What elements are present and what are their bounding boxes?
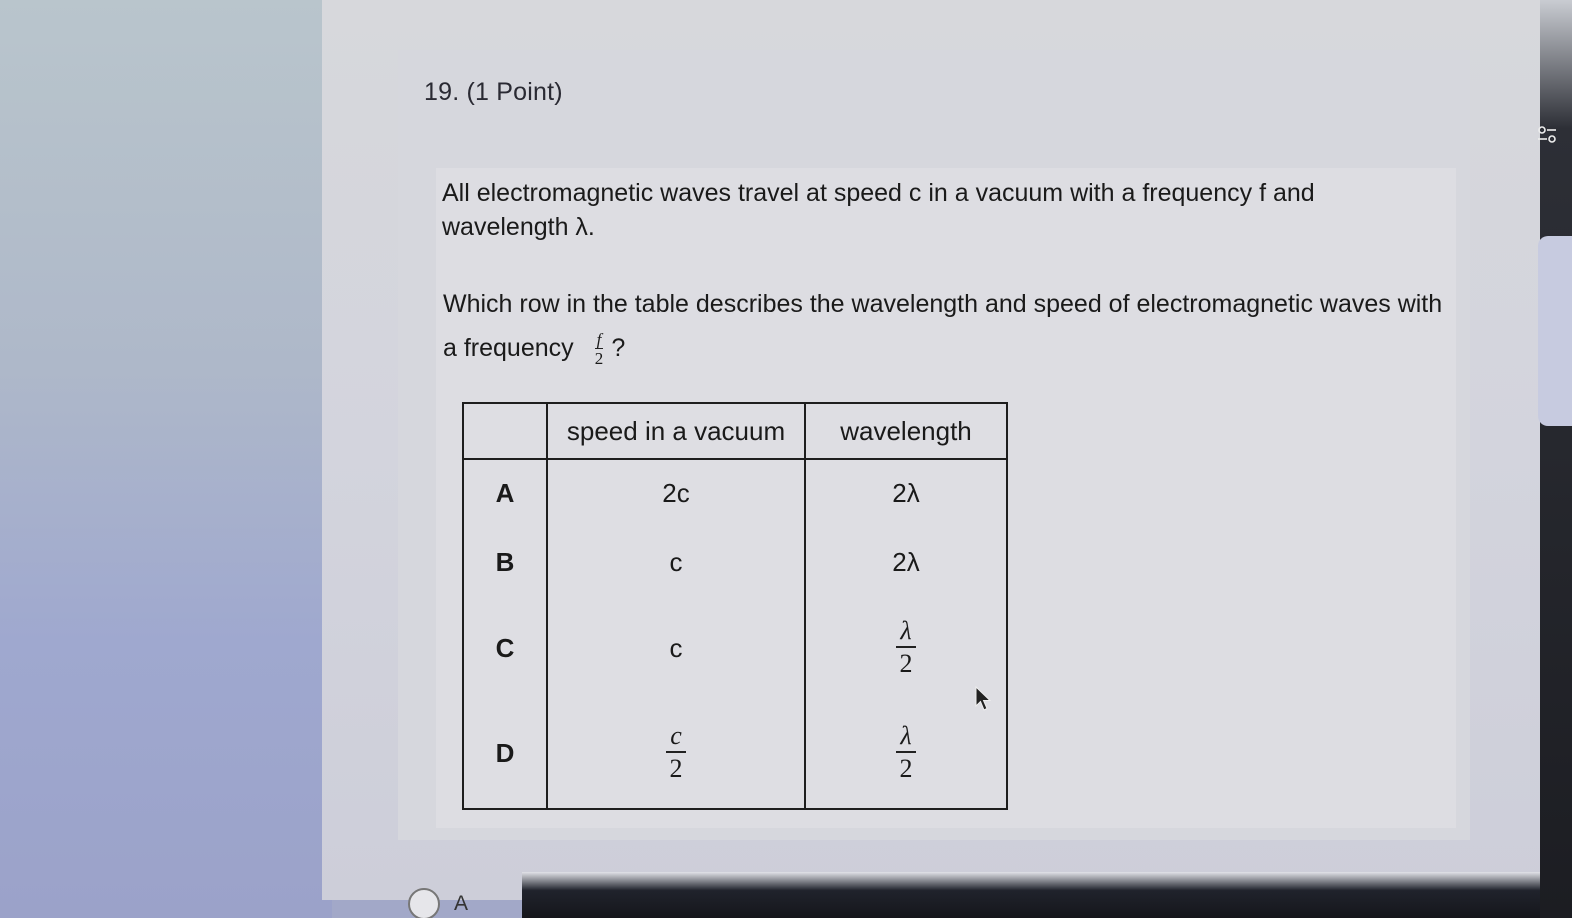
question-paragraph-2-text: Which row in the table describes the wavelength and speed of electromagnetic waves with a frequency [443,290,1443,362]
table-row [463,698,1007,809]
question-mark: ? [611,334,626,362]
sliders-icon[interactable] [1536,124,1558,146]
question-header [424,78,563,107]
table-row [463,527,1007,597]
fraction-numerator: λ [896,723,915,753]
speed-cell-d [547,698,805,809]
table-row [463,459,1007,527]
question-paragraph-1: All electromagnetic waves travel at speed c in a vacuum with a frequency f and wavelength λ. [442,179,1315,241]
fraction-denominator: 2 [899,753,913,783]
mouse-pointer-icon [974,686,992,712]
fraction-numerator: λ [896,618,915,648]
table-header-row [463,403,1007,459]
row-label-d: D [463,698,547,809]
frequency-fraction [595,331,604,367]
row-label-c: C [463,598,547,699]
option-label-a: A [454,892,469,915]
speed-cell-c: c [547,598,805,699]
answer-table [462,402,1008,810]
bottom-bezel [522,872,1572,918]
table-header-empty [463,403,547,459]
speed-cell-a: 2c [547,459,805,527]
fraction-denominator: 2 [594,349,604,369]
wavelength-fraction-d [896,720,915,783]
row-label-b: B [463,527,547,597]
table-header-wavelength: wavelength [805,403,1007,459]
wavelength-fraction-c [896,615,915,678]
row-label-a: A [463,459,547,527]
speed-cell-b: c [547,527,805,597]
fraction-numerator: c [666,723,686,753]
wavelength-cell-a: 2λ [805,459,1007,527]
left-background [0,0,332,918]
fraction-denominator: 2 [669,753,683,783]
table-row [463,598,1007,699]
question-points: (1 Point) [466,78,563,106]
table-header-speed: speed in a vacuum [547,403,805,459]
radio-button-a[interactable] [408,888,440,918]
fraction-denominator: 2 [899,648,913,678]
side-panel-tab[interactable] [1538,236,1572,426]
question-paragraph-2 [443,282,1453,370]
wavelength-cell-b: 2λ [805,527,1007,597]
fraction-numerator: f [596,330,602,350]
wavelength-cell-c [805,598,1007,699]
speed-fraction-d [666,720,686,783]
question-number: 19. [424,78,460,106]
wavelength-cell-d [805,698,1007,809]
answer-option-a[interactable] [408,890,468,918]
